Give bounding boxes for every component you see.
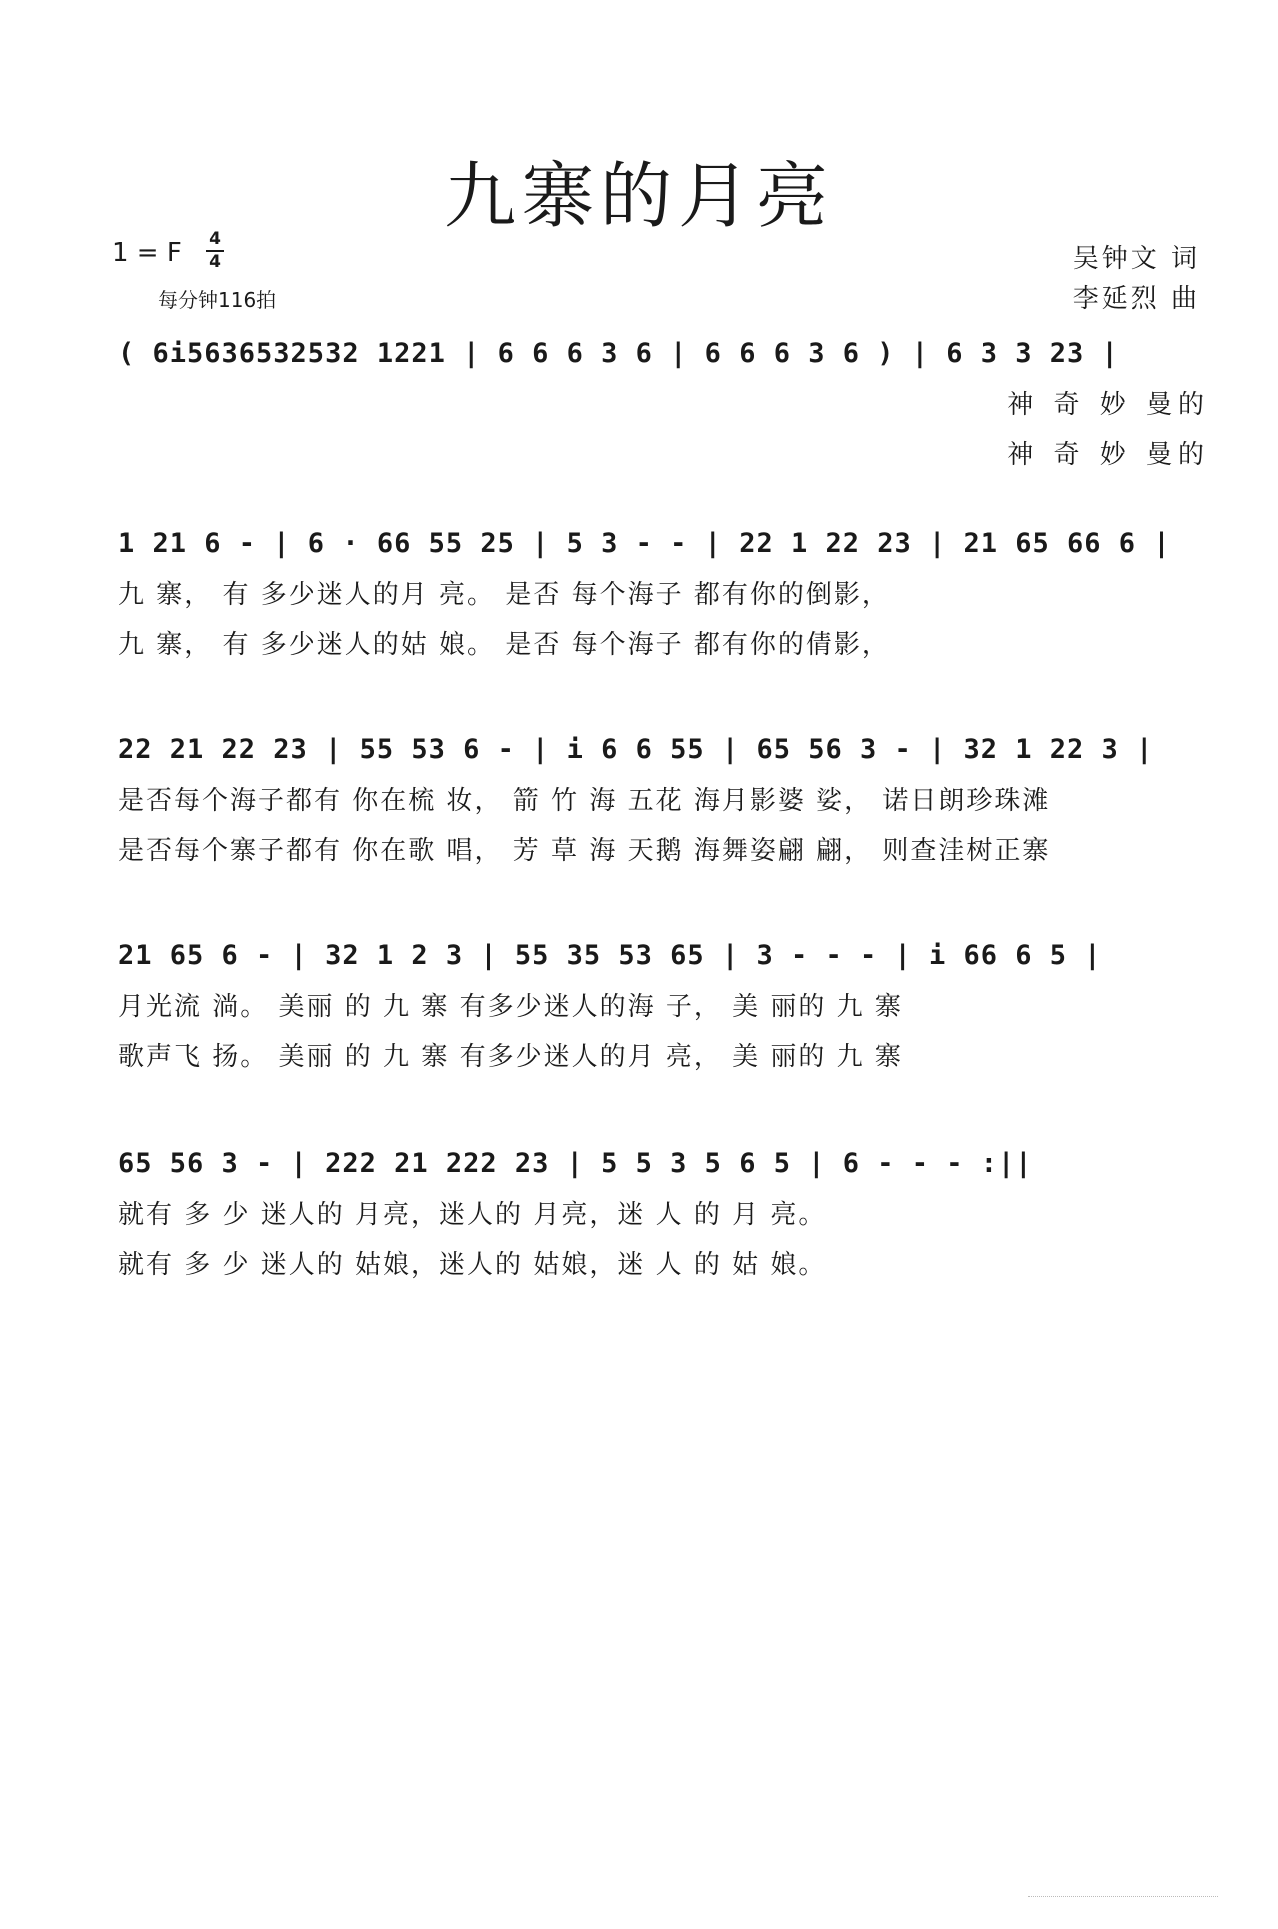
song-title: 九寨的月亮: [443, 154, 834, 238]
lyric-line-4-verse-2: 歌声飞 扬。 美丽 的 九 寨 有多少迷人的月 亮， 美 丽的 九 寨: [118, 1042, 903, 1072]
time-signature: [206, 230, 224, 272]
notation-system-1: ( 6i5636532532 1221 | 6 6 6 3 6 | 6 6 6 3 6 ) | 6 3 3 23 |: [118, 338, 1119, 369]
lyric-line-3-verse-1: 是否每个海子都有 你在梳 妆， 箭 竹 海 五花 海月影婆 娑， 诺日朗珍珠滩: [118, 786, 1051, 816]
tempo-marking: 每分钟116拍: [158, 288, 277, 312]
time-signature-bottom: 4: [209, 252, 221, 272]
lyricist-credit: 吴钟文 词: [1072, 244, 1200, 274]
notation-system-5: 65 56 3 - | 222 21 222 23 | 5 5 3 5 6 5 | 6 - - - :||: [118, 1148, 1033, 1179]
notation-system-4: 21 65 6 - | 32 1 2 3 | 55 35 53 65 | 3 - - - | i 66 6 5 |: [118, 940, 1102, 971]
lyric-line-5-verse-2: 就有 多 少 迷人的 姑娘，迷人的 姑娘，迷 人 的 姑 娘。: [118, 1250, 827, 1280]
footer-watermark-line: [1028, 1896, 1218, 1897]
composer-credit: 李延烈 曲: [1072, 284, 1200, 314]
key-signature: 1 = F: [112, 238, 182, 268]
lyric-line-4-verse-1: 月光流 淌。 美丽 的 九 寨 有多少迷人的海 子， 美 丽的 九 寨: [118, 992, 903, 1022]
time-signature-top: 4: [209, 229, 221, 249]
lyric-line-3-verse-2: 是否每个寨子都有 你在歌 唱， 芳 草 海 天鹅 海舞姿翩 翩， 则查洼树正寨: [118, 836, 1051, 866]
lyric-line-2-verse-2: 九 寨， 有 多少迷人的姑 娘。 是否 每个海子 都有你的倩影，: [118, 630, 890, 660]
lyric-line-2-verse-1: 九 寨， 有 多少迷人的月 亮。 是否 每个海子 都有你的倒影，: [118, 580, 890, 610]
notation-system-3: 22 21 22 23 | 55 53 6 - | i 6 6 55 | 65 56 3 - | 32 1 22 3 |: [118, 734, 1154, 765]
lyric-line-1-verse-2: 神 奇 妙 曼的: [1007, 440, 1210, 470]
notation-system-2: 1 21 6 - | 6 · 66 55 25 | 5 3 - - | 22 1 22 23 | 21 65 66 6 |: [118, 528, 1171, 559]
lyric-line-5-verse-1: 就有 多 少 迷人的 月亮，迷人的 月亮，迷 人 的 月 亮。: [118, 1200, 827, 1230]
lyric-line-1-verse-1: 神 奇 妙 曼的: [1007, 390, 1210, 420]
